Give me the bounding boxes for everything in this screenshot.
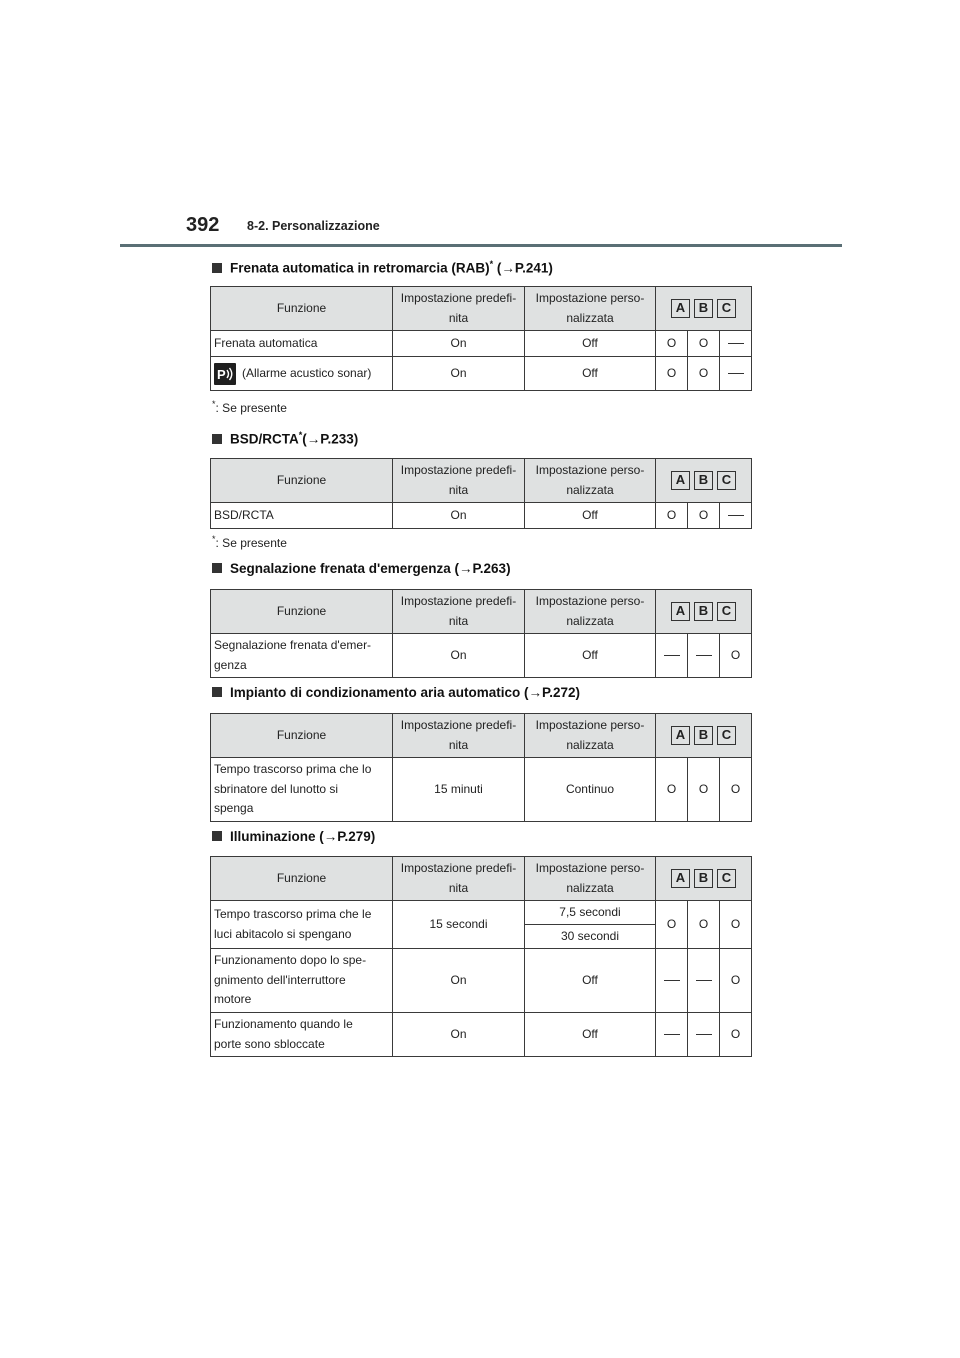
cell-default: 15 secondi	[393, 901, 525, 949]
cell-custom-option-2: 30 secondi	[525, 925, 656, 949]
cell-default: On	[393, 357, 525, 391]
badge-c: C	[717, 602, 736, 621]
table-header-row	[211, 714, 752, 758]
cell-c	[720, 503, 752, 529]
table-header-row	[211, 590, 752, 634]
table-lighting	[210, 856, 752, 1057]
cell-a	[656, 634, 688, 678]
col-function: Funzione	[211, 590, 393, 634]
dash-mark	[728, 515, 744, 516]
col-custom: Impostazione perso- nalizzata	[525, 714, 656, 758]
col-abc	[656, 287, 752, 331]
cell-c: O	[720, 634, 752, 678]
badge-b: B	[694, 471, 713, 490]
dash-mark	[696, 1034, 712, 1035]
cell-function: Funzionamento quando le porte sono sbloccate	[211, 1013, 393, 1057]
col-function: Funzione	[211, 287, 393, 331]
col-default: Impostazione predefi- nita	[393, 459, 525, 503]
chapter-title: 8-2. Personalizzazione	[247, 219, 380, 233]
badge-c: C	[717, 726, 736, 745]
cell-custom-option-1: 7,5 secondi	[525, 901, 656, 925]
section-title-climate: Impianto di condizionamento aria automatico (→P.272)	[212, 685, 580, 700]
col-custom: Impostazione perso- nalizzata	[525, 590, 656, 634]
col-function: Funzione	[211, 857, 393, 901]
table-row	[211, 357, 752, 391]
cell-a: O	[656, 357, 688, 391]
cell-function: Segnalazione frenata d'emer- genza	[211, 634, 393, 678]
col-function: Funzione	[211, 459, 393, 503]
badge-c: C	[717, 869, 736, 888]
cell-function: BSD/RCTA	[211, 503, 393, 529]
badge-c: C	[717, 299, 736, 318]
badge-a: A	[671, 602, 690, 621]
badge-c: C	[717, 471, 736, 490]
table-climate	[210, 713, 752, 822]
cell-default: On	[393, 331, 525, 357]
parking-sonar-icon	[214, 363, 236, 385]
table-header-row	[211, 287, 752, 331]
table-emergency-brake	[210, 589, 752, 678]
table-row	[211, 758, 752, 822]
cell-b: O	[688, 758, 720, 822]
cell-a: O	[656, 901, 688, 949]
dash-mark	[696, 980, 712, 981]
col-custom: Impostazione perso- nalizzata	[525, 459, 656, 503]
dash-mark	[696, 655, 712, 656]
square-bullet-icon	[212, 831, 222, 841]
cell-b	[688, 949, 720, 1013]
col-abc	[656, 714, 752, 758]
table-bsd	[210, 458, 752, 529]
badge-b: B	[694, 602, 713, 621]
col-default: Impostazione predefi- nita	[393, 714, 525, 758]
cell-default: On	[393, 503, 525, 529]
cell-a	[656, 949, 688, 1013]
cell-custom: Off	[525, 503, 656, 529]
header-divider	[120, 244, 842, 247]
cell-a: O	[656, 758, 688, 822]
cell-default: On	[393, 949, 525, 1013]
page-number: 392	[186, 214, 220, 236]
cell-b: O	[688, 503, 720, 529]
cell-function: Tempo trascorso prima che le luci abitacolo si spengano	[211, 901, 393, 949]
table-row	[211, 949, 752, 1013]
table-row	[211, 331, 752, 357]
table-row	[211, 1013, 752, 1057]
table-row	[211, 503, 752, 529]
badge-b: B	[694, 869, 713, 888]
svg-text:P: P	[217, 366, 226, 382]
cell-c: O	[720, 949, 752, 1013]
col-function: Funzione	[211, 714, 393, 758]
dash-mark	[664, 980, 680, 981]
cell-a: O	[656, 331, 688, 357]
table-row	[211, 634, 752, 678]
section-title-rab: Frenata automatica in retromarcia (RAB)* (→P.241)	[212, 259, 553, 276]
badge-a: A	[671, 299, 690, 318]
badge-a: A	[671, 726, 690, 745]
cell-b: O	[688, 901, 720, 949]
cell-default: On	[393, 1013, 525, 1057]
col-abc	[656, 857, 752, 901]
cell-custom: Off	[525, 357, 656, 391]
badge-a: A	[671, 471, 690, 490]
col-default: Impostazione predefi- nita	[393, 590, 525, 634]
table-header-row	[211, 459, 752, 503]
square-bullet-icon	[212, 434, 222, 444]
col-custom: Impostazione perso- nalizzata	[525, 857, 656, 901]
cell-default: On	[393, 634, 525, 678]
dash-mark	[664, 655, 680, 656]
badge-b: B	[694, 726, 713, 745]
col-abc	[656, 459, 752, 503]
square-bullet-icon	[212, 563, 222, 573]
cell-custom: Continuo	[525, 758, 656, 822]
cell-function: Funzionamento dopo lo spe- gnimento dell'interruttore motore	[211, 949, 393, 1013]
cell-a	[656, 1013, 688, 1057]
dash-mark	[728, 373, 744, 374]
col-abc	[656, 590, 752, 634]
cell-function: Frenata automatica	[211, 331, 393, 357]
cell-custom: Off	[525, 1013, 656, 1057]
cell-function: P (Allarme acustico sonar)	[211, 357, 393, 391]
dash-mark	[728, 343, 744, 344]
section-title-bsd: BSD/RCTA*(→P.233)	[212, 430, 358, 447]
cell-c: O	[720, 901, 752, 949]
col-default: Impostazione predefi- nita	[393, 287, 525, 331]
section-title-emergency-brake: Segnalazione frenata d'emergenza (→P.263)	[212, 561, 511, 576]
cell-c	[720, 357, 752, 391]
cell-c: O	[720, 758, 752, 822]
cell-default: 15 minuti	[393, 758, 525, 822]
cell-custom: Off	[525, 949, 656, 1013]
col-default: Impostazione predefi- nita	[393, 857, 525, 901]
table-row	[211, 901, 752, 925]
dash-mark	[664, 1034, 680, 1035]
table-header-row	[211, 857, 752, 901]
cell-c	[720, 331, 752, 357]
cell-function: Tempo trascorso prima che lo sbrinatore del lunotto si spenga	[211, 758, 393, 822]
cell-b	[688, 634, 720, 678]
cell-b: O	[688, 331, 720, 357]
table-rab	[210, 286, 752, 391]
badge-b: B	[694, 299, 713, 318]
cell-custom: Off	[525, 331, 656, 357]
cell-b	[688, 1013, 720, 1057]
square-bullet-icon	[212, 687, 222, 697]
footnote-bsd: *: Se presente	[212, 534, 287, 550]
square-bullet-icon	[212, 263, 222, 273]
footnote-rab: *: Se presente	[212, 399, 287, 415]
col-custom: Impostazione perso- nalizzata	[525, 287, 656, 331]
cell-c: O	[720, 1013, 752, 1057]
cell-b: O	[688, 357, 720, 391]
cell-a: O	[656, 503, 688, 529]
section-title-lighting: Illuminazione (→P.279)	[212, 829, 375, 844]
cell-custom: Off	[525, 634, 656, 678]
badge-a: A	[671, 869, 690, 888]
